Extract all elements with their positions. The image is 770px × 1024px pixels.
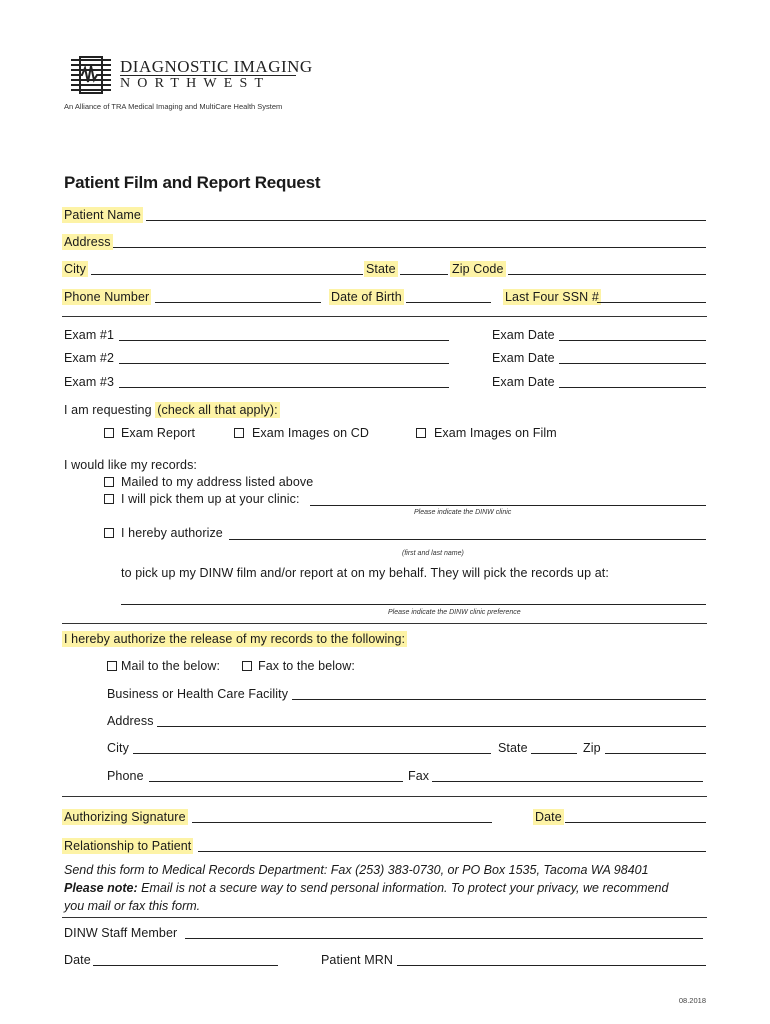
exam-images-cd-checkbox[interactable]: [234, 428, 244, 438]
pickup-checkbox[interactable]: [104, 494, 114, 504]
relationship-field[interactable]: [198, 851, 706, 852]
patient-mrn-field[interactable]: [397, 965, 706, 966]
dob-field[interactable]: [406, 302, 491, 303]
release-mail-label: Mail to the below:: [121, 659, 221, 673]
facility-label: Business or Health Care Facility: [107, 687, 289, 701]
clinic-preference-hint: Please indicate the DINW clinic preference: [388, 609, 521, 616]
logo-line1: DIAGNOSTIC IMAGING: [120, 57, 313, 76]
address-field[interactable]: [113, 247, 706, 248]
divider: [62, 623, 707, 624]
exam-images-film-label: Exam Images on Film: [434, 426, 557, 440]
pickup-hint: Please indicate the DINW clinic: [414, 509, 512, 516]
exam-2-date-label: Exam Date: [492, 351, 555, 365]
exam-1-date-field[interactable]: [559, 340, 706, 341]
signature-field[interactable]: [192, 822, 492, 823]
release-phone-field[interactable]: [149, 781, 403, 782]
address-label: Address: [64, 235, 111, 249]
authorize-hint: (first and last name): [402, 550, 464, 557]
release-zip-field[interactable]: [605, 753, 706, 754]
staff-date-label: Date: [64, 953, 91, 967]
zip-label: Zip Code: [452, 262, 504, 276]
exam-3-label: Exam #3: [64, 375, 115, 389]
exam-3-field[interactable]: [119, 387, 449, 388]
authorize-checkbox[interactable]: [104, 528, 114, 538]
divider: [62, 316, 707, 317]
patient-name-label: Patient Name: [64, 208, 141, 222]
exam-1-field[interactable]: [119, 340, 449, 341]
city-field[interactable]: [91, 274, 363, 275]
pickup-label: I will pick them up at your clinic:: [121, 492, 300, 506]
exam-2-label: Exam #2: [64, 351, 115, 365]
release-phone-label: Phone: [107, 769, 144, 783]
signature-label: Authorizing Signature: [64, 810, 186, 824]
please-note-continued: you mail or fax this form.: [64, 899, 201, 913]
send-instructions: Send this form to Medical Records Department: Fax (253) 383-0730, or PO Box 1535, Tacoma WA 98401: [64, 863, 649, 877]
release-mail-checkbox[interactable]: [107, 661, 117, 671]
exam-1-label: Exam #1: [64, 328, 115, 342]
release-city-label: City: [107, 741, 129, 755]
dob-label: Date of Birth: [331, 290, 402, 304]
logo-line2: NORTHWEST: [120, 76, 271, 91]
patient-mrn-label: Patient MRN: [321, 953, 393, 967]
please-note: Please note: Email is not a secure way to send personal information. To protect your privacy, we recommend: [64, 881, 669, 895]
exam-2-field[interactable]: [119, 363, 449, 364]
authorize-label: I hereby authorize: [121, 526, 223, 540]
authorize-name-field[interactable]: [229, 539, 706, 540]
patient-name-field[interactable]: [146, 220, 706, 221]
clinic-preference-field[interactable]: [121, 604, 706, 605]
form-version: 08.2018: [678, 996, 706, 1005]
exam-3-date-label: Exam Date: [492, 375, 555, 389]
zip-field[interactable]: [508, 274, 706, 275]
city-label: City: [64, 262, 86, 276]
release-fax-number-label: Fax: [408, 769, 430, 783]
release-fax-field[interactable]: [432, 781, 703, 782]
exam-1-date-label: Exam Date: [492, 328, 555, 342]
state-label: State: [366, 262, 396, 276]
facility-field[interactable]: [292, 699, 706, 700]
divider: [62, 796, 707, 797]
staff-member-field[interactable]: [185, 938, 703, 939]
state-field[interactable]: [400, 274, 448, 275]
divider: [62, 917, 707, 918]
logo-rule: [120, 75, 296, 76]
release-fax-label: Fax to the below:: [258, 659, 355, 673]
exam-images-cd-label: Exam Images on CD: [252, 426, 370, 440]
delivery-label: I would like my records:: [64, 458, 197, 472]
staff-date-field[interactable]: [93, 965, 278, 966]
ssn-field[interactable]: [597, 302, 706, 303]
release-address-label: Address: [107, 714, 154, 728]
requesting-label: I am requesting (check all that apply):: [64, 403, 278, 417]
phone-field[interactable]: [155, 302, 321, 303]
pickup-clinic-field[interactable]: [310, 505, 706, 506]
release-fax-checkbox[interactable]: [242, 661, 252, 671]
release-city-field[interactable]: [133, 753, 491, 754]
signature-date-label: Date: [535, 810, 562, 824]
exam-2-date-field[interactable]: [559, 363, 706, 364]
release-heading: I hereby authorize the release of my records to the following:: [64, 632, 406, 646]
relationship-label: Relationship to Patient: [64, 839, 192, 853]
release-state-label: State: [498, 741, 528, 755]
logo-mark-icon: [68, 54, 114, 96]
exam-report-checkbox[interactable]: [104, 428, 114, 438]
exam-images-film-checkbox[interactable]: [416, 428, 426, 438]
phone-label: Phone Number: [64, 290, 150, 304]
authorize-text: to pick up my DINW film and/or report at on my behalf. They will pick the records up at:: [121, 566, 609, 580]
release-state-field[interactable]: [531, 753, 577, 754]
release-address-field[interactable]: [157, 726, 706, 727]
page-title: Patient Film and Report Request: [64, 173, 321, 192]
mailed-label: Mailed to my address listed above: [121, 475, 314, 489]
signature-date-field[interactable]: [565, 822, 706, 823]
ssn-label: Last Four SSN #: [505, 290, 599, 304]
staff-member-label: DINW Staff Member: [64, 926, 178, 940]
release-zip-label: Zip: [583, 741, 601, 755]
mailed-checkbox[interactable]: [104, 477, 114, 487]
exam-report-label: Exam Report: [121, 426, 196, 440]
logo-tagline: An Alliance of TRA Medical Imaging and MultiCare Health System: [64, 102, 283, 111]
exam-3-date-field[interactable]: [559, 387, 706, 388]
